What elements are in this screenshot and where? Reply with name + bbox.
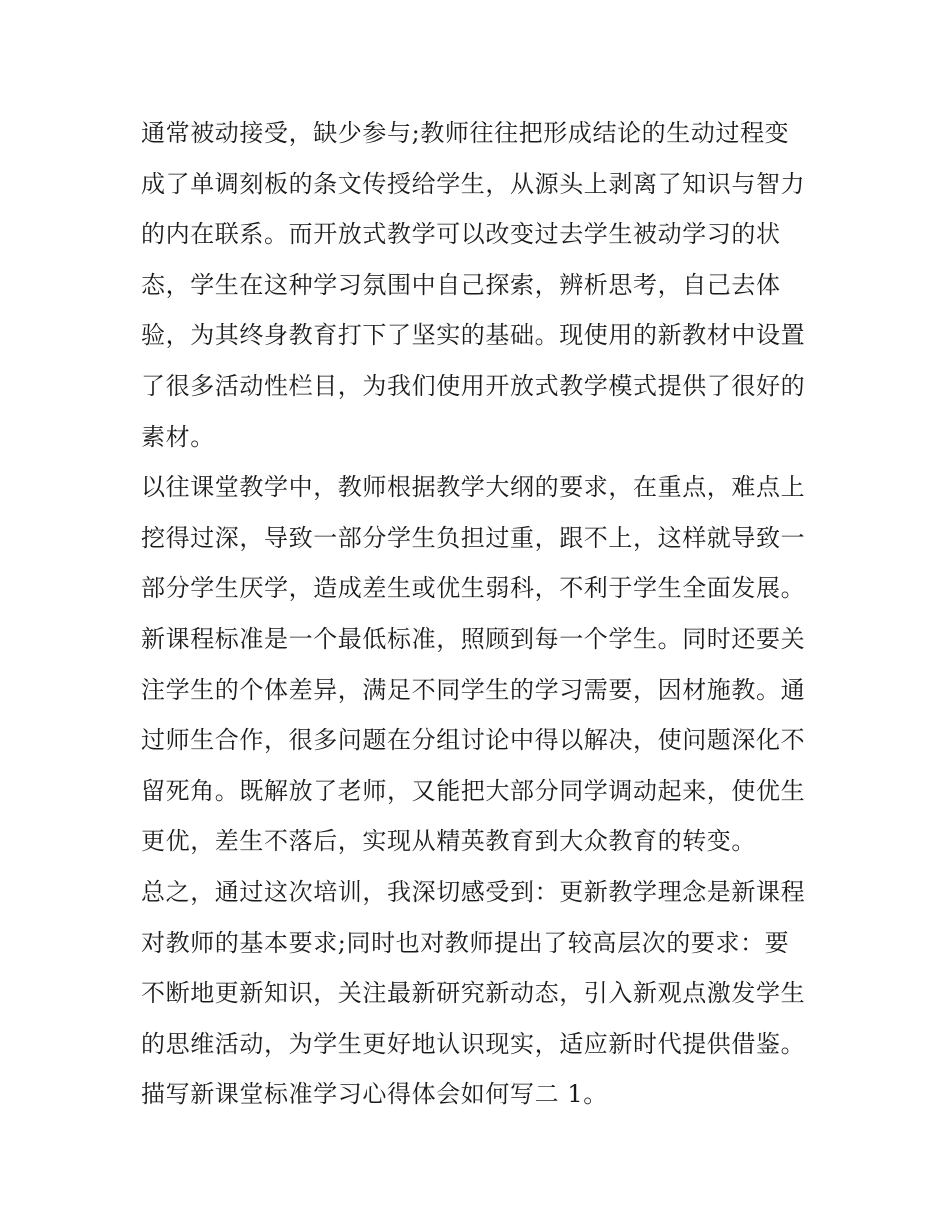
text-line: 过师生合作，很多问题在分组讨论中得以解决，使问题深化不 (141, 726, 806, 755)
text-line: 不断地更新知识，关注最新研究新动态，引入新观点激发学生 (141, 979, 806, 1008)
body-text (141, 108, 821, 1120)
text-line: 的思维活动，为学生更好地认识现实，适应新时代提供借鉴。 (141, 1029, 806, 1058)
text-line: 描写新课堂标准学习心得体会如何写二 1。 (141, 1080, 608, 1109)
text-line: 通常被动接受，缺少参与;教师往往把形成结论的生动过程变 (141, 119, 790, 147)
text-line: 以往课堂教学中，教师根据教学大纲的要求，在重点，难点上 (141, 473, 806, 502)
text-line: 部分学生厌学，造成差生或优生弱科，不利于学生全面发展。 (141, 574, 806, 603)
text-line: 挖得过深，导致一部分学生负担过重，跟不上，这样就导致一 (141, 523, 806, 552)
text-line: 验，为其终身教育打下了坚实的基础。现使用的新教材中设置 (141, 321, 806, 350)
text-line: 注学生的个体差异，满足不同学生的学习需要，因材施教。通 (141, 675, 806, 704)
text-line: 了很多活动性栏目，为我们使用开放式教学模式提供了很好的 (141, 371, 806, 400)
text-line: 对教师的基本要求;同时也对教师提出了较高层次的要求：要 (141, 928, 790, 957)
text-line: 的内在联系。而开放式教学可以改变过去学生被动学习的状 (141, 220, 781, 249)
text-line: 素材。 (141, 422, 215, 451)
text-line: 成了单调刻板的条文传授给学生，从源头上剥离了知识与智力 (141, 169, 806, 198)
text-line: 更优，差生不落后，实现从精英教育到大众教育的转变。 (141, 827, 756, 856)
text-line: 留死角。既解放了老师，又能把大部分同学调动起来，使优生 (141, 776, 806, 805)
text-line: 新课程标准是一个最低标准，照顾到每一个学生。同时还要关 (141, 624, 806, 653)
text-line: 总之，通过这次培训，我深切感受到：更新教学理念是新课程 (141, 877, 806, 906)
text-line: 态，学生在这种学习氛围中自己探索，辨析思考，自己去体 (141, 270, 781, 299)
